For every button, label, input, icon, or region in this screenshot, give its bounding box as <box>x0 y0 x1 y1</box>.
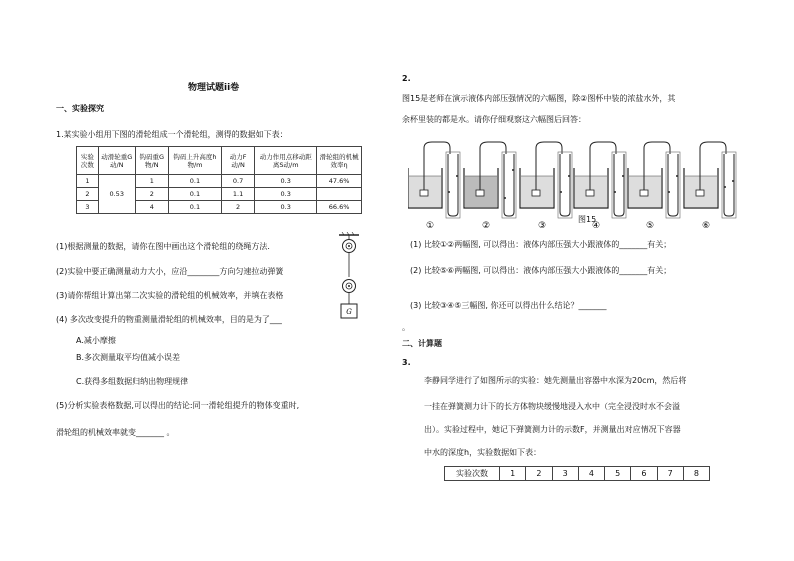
question-1-stem: 1.某实验小组用下图的滑轮组成一个滑轮组，测得的数据如下表： <box>56 130 288 139</box>
u-tube <box>724 154 734 216</box>
question-2-part-2: (2) 比较⑤⑥两幅图, 可以得出：液体内部压强大小跟液体的_______有关； <box>410 266 672 275</box>
table-cell: 3 <box>552 467 578 481</box>
table-cell: 5 <box>605 467 631 481</box>
table-cell: 1 <box>500 467 526 481</box>
table-header: 动滑轮重G动/N <box>98 147 135 175</box>
question-1-part-5: (5)分析实验表格数据,可以得出的结论:同一滑轮组提升的物体变重时, <box>56 401 300 410</box>
question-2-stem-line2: 余杯里装的都是水。请你仔细观察这六幅图后回答： <box>402 115 586 124</box>
table-header: 动力作用点移动距离S动/m <box>255 147 317 175</box>
table-cell: 6 <box>631 467 657 481</box>
question-1-part-5-line2: 滑轮组的机械效率就变_______ 。 <box>56 428 175 437</box>
table-header: 实验次数 <box>77 147 99 175</box>
question-3-line2: 一挂在弹簧测力计下的长方体物块缓慢地浸入水中（完全浸没时水不会溢 <box>424 402 680 411</box>
u-tube <box>614 154 624 216</box>
weight-label: G <box>346 308 352 316</box>
section-heading-experiment: 一、实验探究 <box>56 104 104 113</box>
table-cell: 4 <box>578 467 604 481</box>
table-cell: 0.3 <box>255 175 317 188</box>
trailing-dot: 。 <box>402 323 410 332</box>
table-cell: 2 <box>135 188 168 201</box>
probe-box <box>586 190 594 196</box>
question-3-line4: 中水的深度h，实验数据如下表： <box>424 448 542 457</box>
table-cell: 1 <box>135 175 168 188</box>
liquid-pressure-figure <box>408 140 738 230</box>
table-cell: 1.1 <box>221 188 254 201</box>
figure-number: ③ <box>537 221 547 230</box>
table-cell: 47.6% <box>317 175 362 188</box>
option-a: A.减小摩擦 <box>76 336 116 345</box>
question-3-line1: 李静同学进行了如图所示的实验：她先测量出容器中水深为20cm，然后将 <box>424 376 687 385</box>
table-cell: 0.53 <box>98 175 135 214</box>
probe-box <box>532 190 540 196</box>
question-1-part-4: (4) 多次改变提升的物重测量滑轮组的机械效率，目的是为了___ <box>56 315 282 324</box>
u-tube <box>668 154 678 216</box>
question-2-stem: 图15是老师在演示液体内部压强情况的六幅图，除②图杯中装的浓盐水外，其 <box>402 94 676 103</box>
table-cell: 0.7 <box>221 175 254 188</box>
table-cell: 0.1 <box>168 175 221 188</box>
depth-data-table <box>444 466 710 481</box>
pulley-system-figure <box>334 232 364 344</box>
question-1-part-1: (1)根据测量的数据，请你在图中画出这个滑轮组的绕绳方法. <box>56 242 270 251</box>
u-tube <box>560 154 570 216</box>
probe-box <box>420 190 428 196</box>
figure-number: ② <box>481 221 491 230</box>
question-2-number: 2. <box>402 74 411 83</box>
table-cell: 3 <box>77 201 99 214</box>
page-title: 物理试题ii卷 <box>188 83 240 93</box>
option-c: C.获得多组数据归纳出物理规律 <box>76 377 189 386</box>
table-cell: 4 <box>135 201 168 214</box>
section-heading-calculation: 二、计算题 <box>402 339 442 348</box>
table-cell: 1 <box>77 175 99 188</box>
figure-caption: 图15 <box>578 215 597 224</box>
table-cell: 2 <box>77 188 99 201</box>
table-cell <box>317 188 362 201</box>
question-3-number: 3. <box>402 358 411 367</box>
table-header: 钩码上升高度h物/m <box>168 147 221 175</box>
question-2-part-1: (1) 比较①②两幅图, 可以得出：液体内部压强大小跟液体的_______有关； <box>410 240 672 249</box>
table-cell: 0.3 <box>255 188 317 201</box>
table-header: 动力F动/N <box>221 147 254 175</box>
probe-box <box>696 190 704 196</box>
experiment-data-table <box>76 146 362 214</box>
table-header: 滑轮组的机械效率η <box>317 147 362 175</box>
question-1-part-3: (3)请你帮组计算出第二次实验的滑轮组的机械效率，并填在表格 <box>56 291 284 300</box>
figure-number: ④ <box>591 221 601 230</box>
table-cell: 实验次数 <box>445 467 500 481</box>
figure-number: ① <box>425 221 435 230</box>
table-cell: 8 <box>683 467 709 481</box>
option-b: B.多次测量取平均值减小误差 <box>76 353 181 362</box>
table-cell: 66.6% <box>317 201 362 214</box>
probe-box <box>640 190 648 196</box>
table-cell: 0.1 <box>168 201 221 214</box>
figure-number: ⑥ <box>701 221 711 230</box>
table-cell: 7 <box>657 467 683 481</box>
table-cell: 0.1 <box>168 188 221 201</box>
table-cell: 0.3 <box>255 201 317 214</box>
table-cell: 2 <box>221 201 254 214</box>
question-3-line3: 出）。实验过程中，她记下弹簧测力计的示数F，并测量出对应情况下容器 <box>424 425 681 434</box>
figure-number: ⑤ <box>645 221 655 230</box>
question-1-part-2: (2)实验中要正确测量动力大小，应沿________方向匀速拉动弹簧 <box>56 267 284 276</box>
u-tube <box>448 154 458 216</box>
table-header: 钩码重G物/N <box>135 147 168 175</box>
question-2-part-3: (3) 比较③④⑤三幅图, 你还可以得出什么结论？_______ <box>410 301 607 310</box>
probe-box <box>476 190 484 196</box>
table-cell: 2 <box>526 467 552 481</box>
u-tube <box>504 154 514 216</box>
